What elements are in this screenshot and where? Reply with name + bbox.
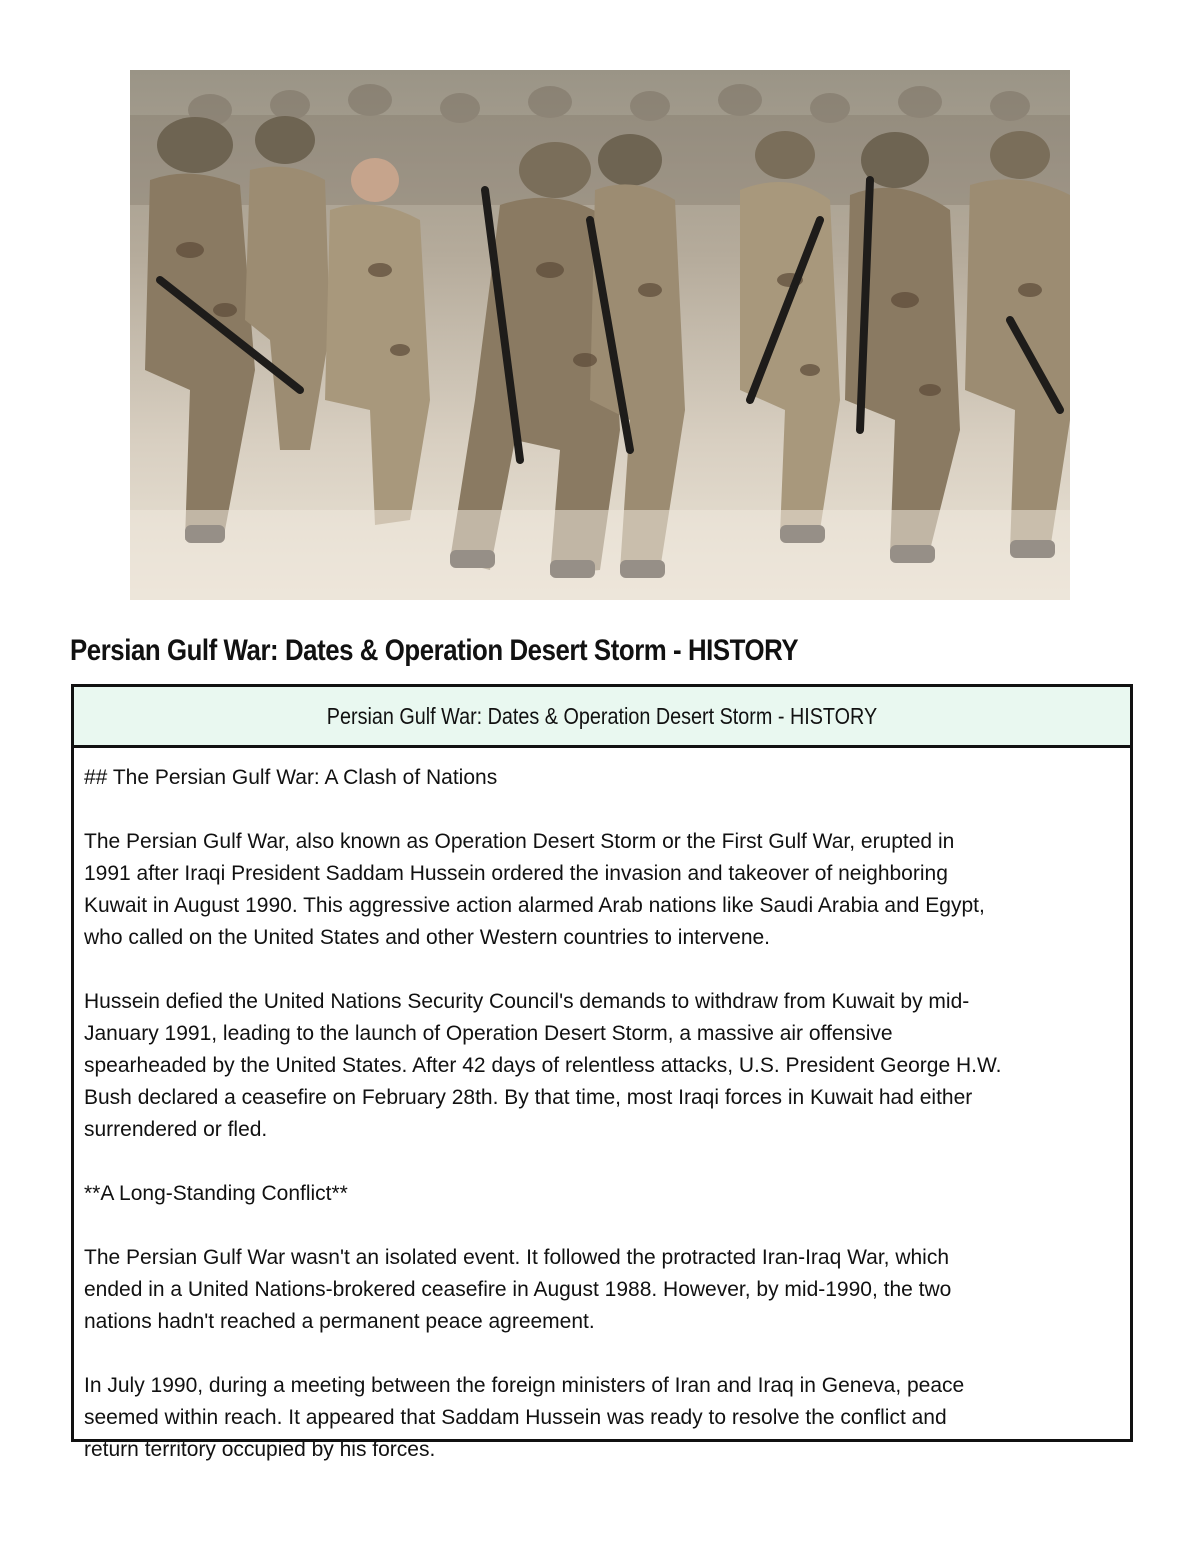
article-paragraph: Hussein defied the United Nations Security Council's demands to withdraw from Kuwait by mid- January 1991, leading to the launch of Operation Desert Storm, a massive air offensive spearheaded by the United States. After 42 days of relentless attacks, U.S. President George H.W. Bush declared a ceasefire on February 28th. By that time, most Iraqi forces in Kuwait had either surrendered or fled. bbox=[84, 990, 1002, 1141]
article-heading: ## The Persian Gulf War: A Clash of Nations bbox=[84, 766, 498, 789]
soldiers-illustration bbox=[130, 70, 1070, 600]
soldiers-photo bbox=[130, 70, 1070, 600]
card-header bbox=[74, 687, 1130, 748]
card-header-title: Persian Gulf War: Dates & Operation Desert Storm - HISTORY bbox=[326, 702, 878, 729]
card-body bbox=[74, 748, 1130, 1466]
article-paragraph: In July 1990, during a meeting between the foreign ministers of Iran and Iraq in Geneva, peace seemed within reach. It appeared that Saddam Hussein was ready to resolve the conflict and return territory occupied by his forces. bbox=[84, 1374, 965, 1461]
article-card bbox=[71, 684, 1133, 1461]
page-title: Persian Gulf War: Dates & Operation Desert Storm - HISTORY bbox=[70, 634, 799, 667]
article-paragraph: The Persian Gulf War wasn't an isolated event. It followed the protracted Iran-Iraq War, which ended in a United Nations-brokered ceasefire in August 1988. However, by mid-1990, the two nations hadn't reached a permanent peace agreement. bbox=[84, 1246, 952, 1333]
article-paragraph: The Persian Gulf War, also known as Operation Desert Storm or the First Gulf War, erupted in 1991 after Iraqi President Saddam Hussein ordered the invasion and takeover of neighboring Kuwait in August 1990. This aggressive action alarmed Arab nations like Saudi Arabia and Egypt, who called on the United States and other Western countries to intervene. bbox=[84, 830, 985, 949]
article-subheading: **A Long-Standing Conflict** bbox=[84, 1182, 348, 1205]
